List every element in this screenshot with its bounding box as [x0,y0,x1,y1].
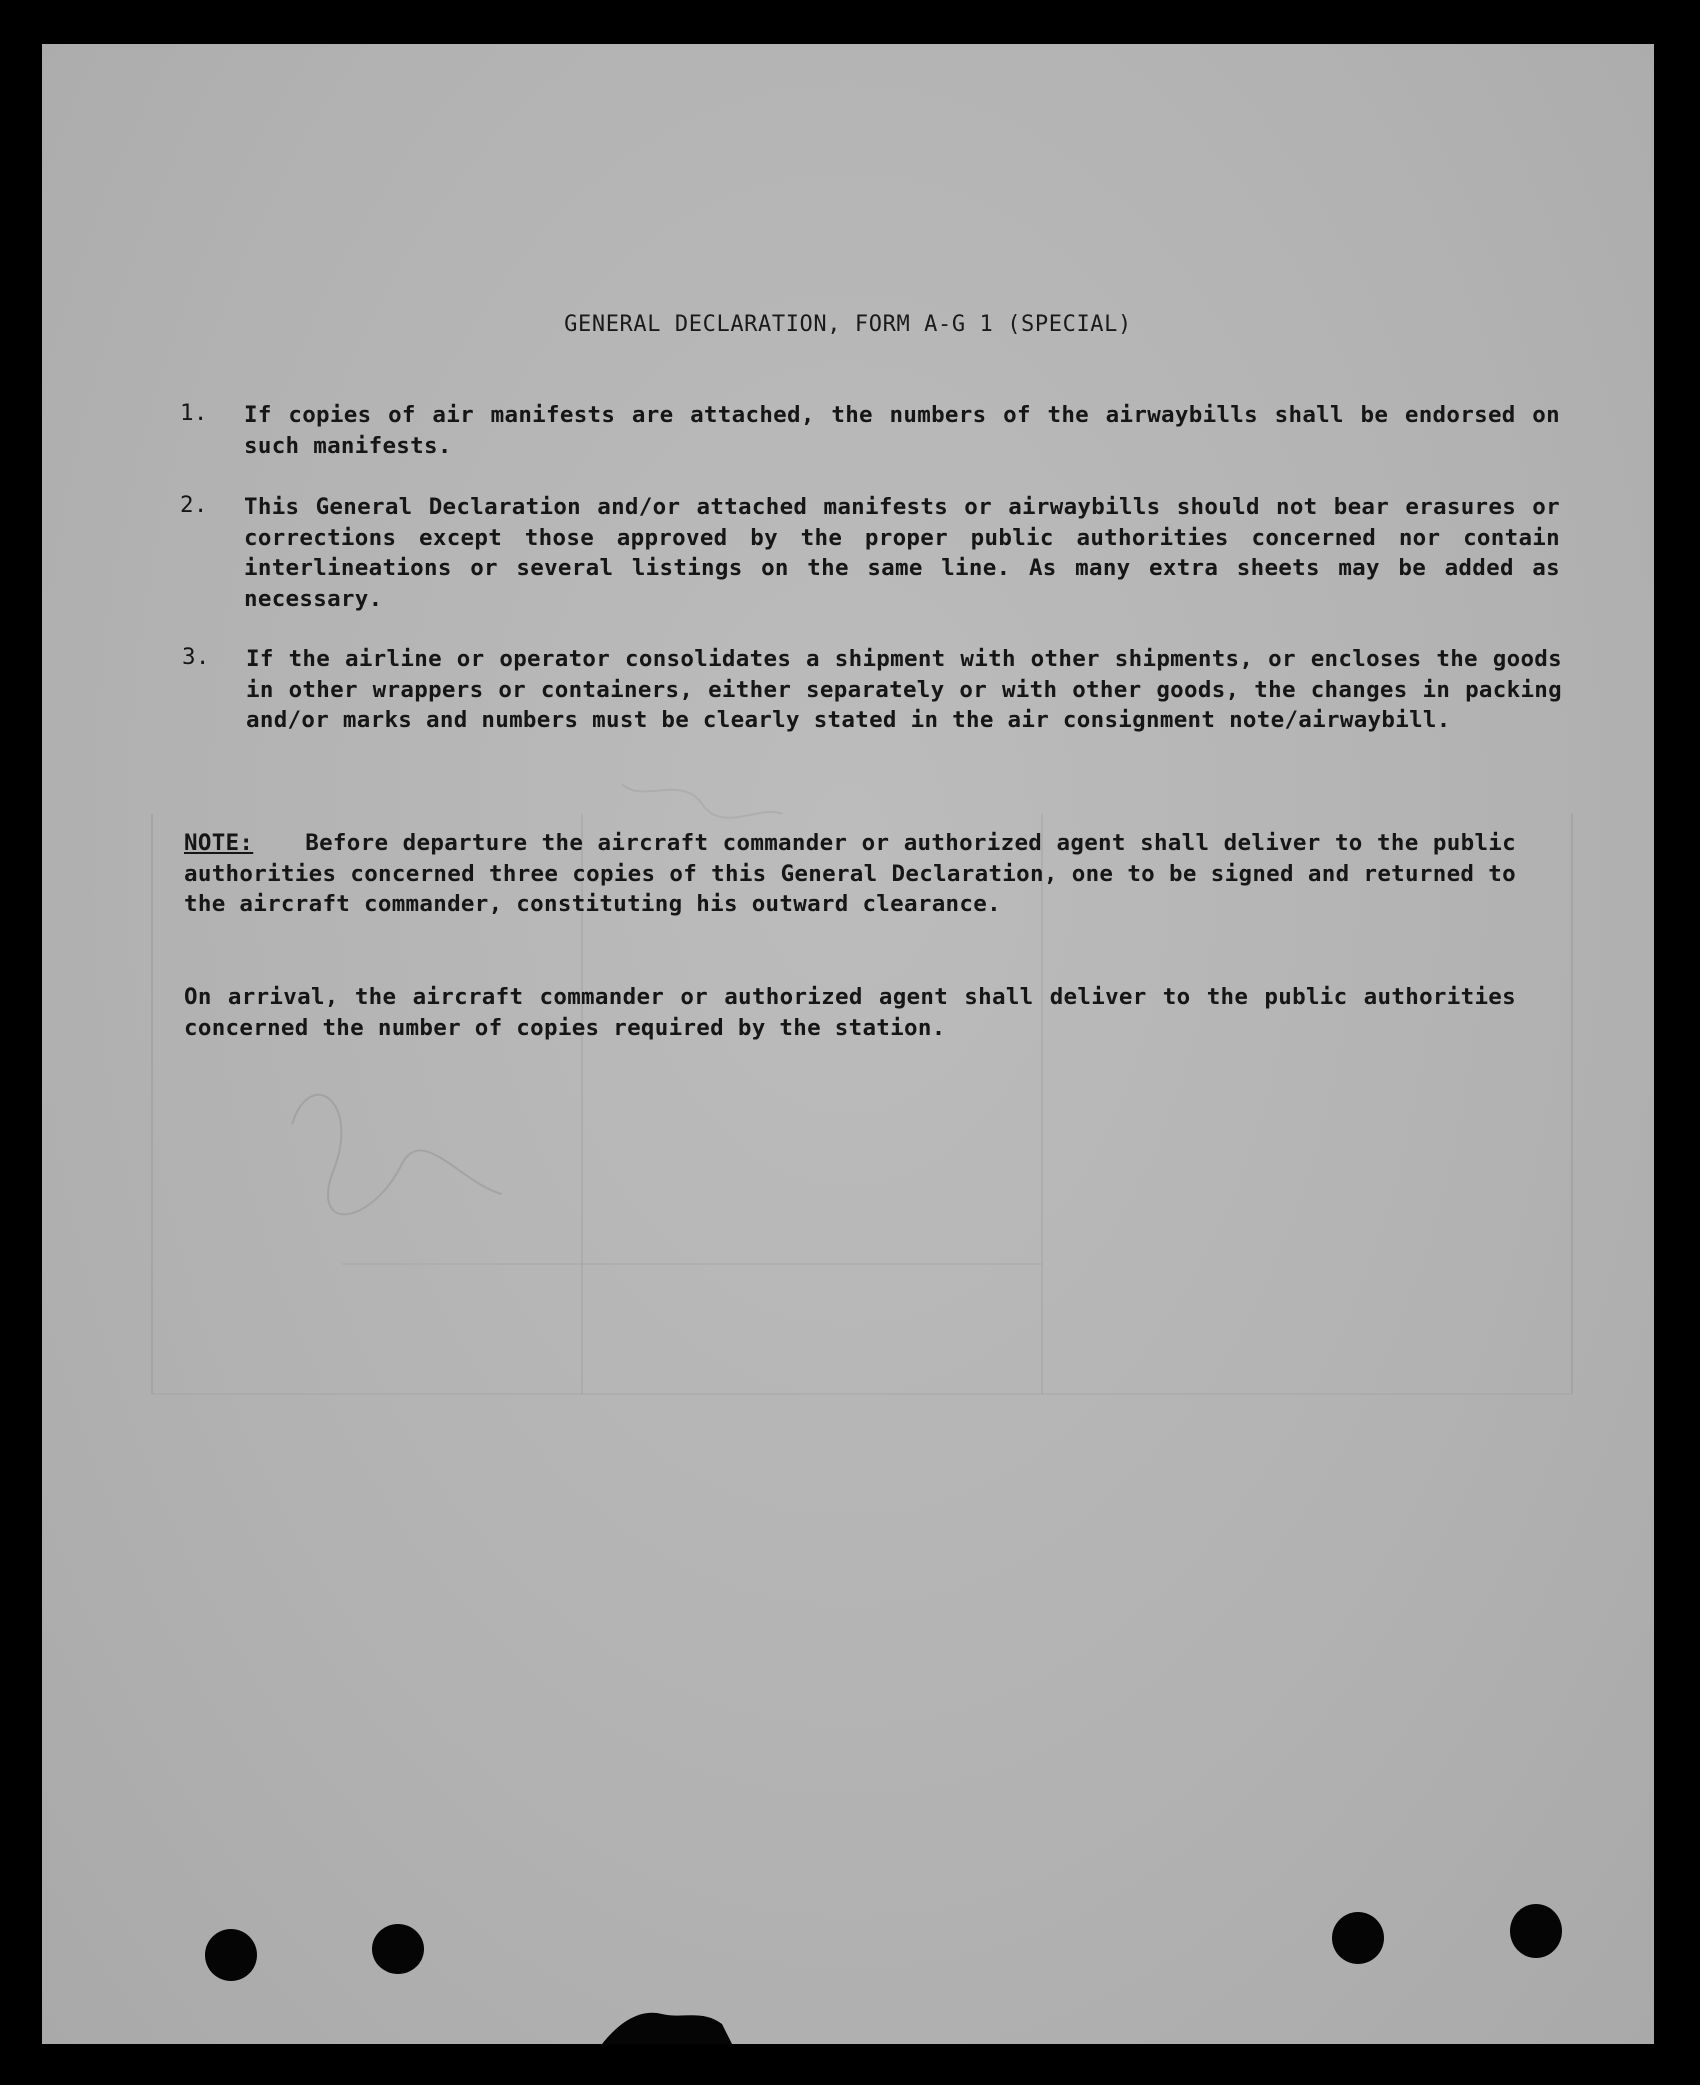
document-page [42,44,1654,2044]
punch-hole [372,1924,424,1974]
arrival-paragraph: On arrival, the aircraft commander or authorized agent shall deliver to the public authorities concerned the number of copies required by the station. [184,984,1516,1041]
punch-hole [1332,1912,1384,1964]
page-title: GENERAL DECLARATION, FORM A-G 1 (SPECIAL) [564,312,1132,337]
item-text: If the airline or operator consolidates a shipment with other shipments, or encloses the goods in other wrappers or containers, either separately or with other goods, the changes in packing and/or marks and numbers must be clearly stated in the air consignment note/airwaybill. [246,646,1562,733]
item-number: 2. [180,492,208,518]
list-item [180,492,1560,614]
punch-hole [205,1929,257,1981]
item-number: 3. [182,644,210,670]
item-text: If copies of air manifests are attached, the numbers of the airwaybills shall be endorsed on such manifests. [244,402,1560,459]
punch-hole [1510,1904,1562,1958]
note-text: Before departure the aircraft commander or authorized agent shall deliver to the public authorities concerned three copies of this General Declaration, one to be signed and returned to the aircraft commander, constituting his outward clearance. [184,830,1516,917]
list-item [182,644,1562,736]
list-item [180,400,1560,461]
item-number: 1. [180,400,208,426]
item-text: This General Declaration and/or attached manifests or airwaybills should not bear erasures or corrections except those approved by the proper public authorities concerned nor contain interlineations or several listings on the same line. As many extra sheets may be added as necessary. [244,494,1560,612]
document-body [42,44,1654,2044]
note-paragraph [184,828,1516,920]
note-label: NOTE: [184,830,254,856]
